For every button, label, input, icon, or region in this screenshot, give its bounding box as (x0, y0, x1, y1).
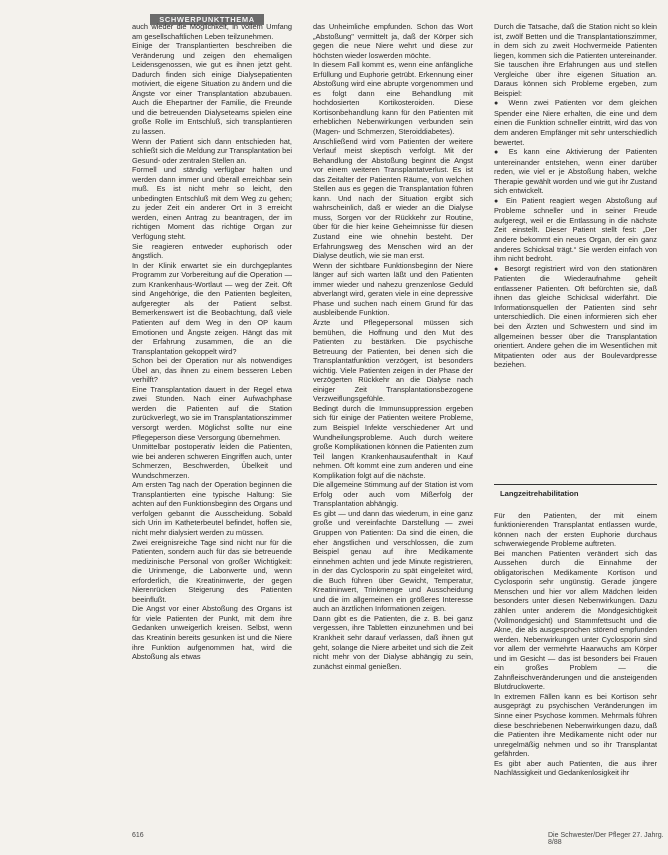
paragraph: Am ersten Tag nach der Operation beginnen die Transplantierten eine typische Haltung: Sie achten auf den Funktionsbeginn des Organs und verfolgen gebannt die Ausscheidung. Sobald sich Urin im Katheterbeutel befindet, hoffen sie, nicht mehr dialysiert werden zu müssen. (132, 480, 292, 537)
paragraph: das Unheimliche empfunden. Schon das Wort „Abstoßung" vermittelt ja, daß der Körper sich gegen die neue Niere wehrt und diese zur höchsten wieder loswerden möchte. (313, 22, 473, 60)
section-heading: Langzeitrehabilitation (500, 489, 579, 498)
page-number: 616 (132, 832, 144, 839)
text-column-1 (132, 22, 292, 818)
paragraph: Zwei ereignisreiche Tage sind nicht nur für die Patienten, sondern auch für das sie betreuende medizinische Personal von großer Wichtigkeit: die Urinmenge, die Laborwerte und, wenn erforderlich, die Kreatininwerte, der gegen Nierenrücken Steigerung des Patienten beeinflußt. (132, 537, 292, 604)
text-column-3 (494, 22, 657, 818)
paragraph: Bedingt durch die Immunsuppression ergeben sich für einige der Patienten weitere Probleme, zum Beispiel Infekte verschiedener Art und Wundheilungsprobleme. Auch durch weitere große Komplikationen können die Patienten zum Teil langen Krankenhausaufenthalt in Kauf nehmen. Oft kommt eine zum anderen und eine Komplikation folgt auf die nächste. (313, 403, 473, 480)
paragraph: Die Angst vor einer Abstoßung des Organs ist für viele Patienten der Punkt, mit dem ihre Gedanken unweigerlich kreisen. Selbst, wenn das Kreatinin bereits gesunken ist und die Niere ihre Funktion aufgenommen hat, wird die Abstoßung als etwas (132, 604, 292, 662)
paragraph: Wenn der sichtbare Funktionsbeginn der Niere länger auf sich warten läßt und den Patienten immer wieder und nahezu grenzenlose Geduld abverlangt wird, geraten viele in eine depressive Phase und suchen nach einem Grund für das ausbleibende Funktion. (313, 260, 473, 318)
paragraph: Durch die Tatsache, daß die Station nicht so klein ist, zwölf Betten und die Transplantationszimmer, in dem sich zu zweit Hochvermeide Patienten liegen, kommen sich die Patienten untereinander. Sie tauschen ihre Erfahrungen aus und stellen Vergleiche über ihre eigenen Situation an. Daraus können sich Probleme ergeben, zum Beispiel: (494, 22, 657, 98)
paragraph: Die allgemeine Stimmung auf der Station ist vom Erfolg oder auch vom Mißerfolg der Transplantation abhängig. (313, 480, 473, 509)
paragraph: Einige der Transplantierten beschreiben die Veränderung und zeigen den ehemaligen Leidensgenossen, wie gut es ihnen jetzt geht. Dadurch finden sich einige Dialysepatienten motiviert, die eigene Situation zu ändern und die Ängste vor einer Transplantation abzubauen. Auch die Ehepartner der Familie, die Freunde und die betreuenden Dialyseteams spielen eine große Rolle im Entschluß, sich transplantieren zu lassen. (132, 41, 292, 137)
column-3-upper (494, 22, 657, 474)
paragraph: Dann gibt es die Patienten, die z. B. bei ganz vergessen, ihre Tabletten einzunehmen und bei Krankheit sehr darauf verlassen, daß ihnen gut geht, solange die Niere arbeitet und sich die Zeit nicht mehr von der Dialyse abhängig zu sein, zunächst einmal genießen. (313, 613, 473, 671)
paragraph: In diesem Fall kommt es, wenn eine anfängliche Erfüllung und Euphorie getrübt. Erkennung einer Abstoßung wird eine abrupte vorgenommen und es folgt dann eine Behandlung mit hochdosierten Kortikosteroiden. Diese Kortisonbehandlung kann für den Patienten mit erheblichen Nebenwirkungen verbunden sein (Magen- und Schmerzen, Steroiddiabetes). (313, 60, 473, 137)
paragraph: Schon bei der Operation nur als notwendiges Übel an, das ihnen zu einem besseren Leben verhilft? (132, 356, 292, 385)
bullet-item: ● Besorgt registriert wird von den stationären Patienten die Wiederaufnahme geheilt entlassener Patienten. Oft befürchten sie, daß ihnen das gleiche Schicksal widerfährt. Die Informationsquellen der Patienten sind sehr unterschiedlich. Die einen informieren sich eher bei den Ärzten und Schwestern und sind im allgemeinen besser über die Transplantation orientiert. Andere gehen die im Wesentlichen mit Mitpatienten oder aus der Boulevardpresse beziehen. (494, 264, 657, 370)
paragraph: Bei manchen Patienten verändert sich das Aussehen durch die Einnahme der obligatorischen Medikamente Kortison und Cyclosporin sehr ungünstig. Gerade jüngere Menschen und hier vor allem Mädchen leiden besonders unter diesen Nebenwirkungen. Dazu zählen unter anderem die Mondgesichtigkeit (Vollmondgesicht) und Stammfettsucht und die Akne, die als ausgesprochen störend empfunden werden. Nebenwirkungen unter Cyclosporin sind vor allem der vermehrte Haarwuchs am Körper und im Gesicht — das ist besonders bei Frauen ein großes Problem — die Zahnfleischveränderungen und die ansteigenden Blutdruckwerte. (494, 548, 657, 692)
bullet-item: ● Es kann eine Aktivierung der Patienten untereinander entstehen, wenn einer darüber reden, wie viel er je Abstoßung haben, welche Therapie gewählt worden und wie gut ihr Zustand sich entwickelt. (494, 147, 657, 196)
paragraph: Unmittelbar postoperativ leiden die Patienten, wie bei anderen schweren Eingriffen auch, unter Schmerzen, Beschwerden, Übelkeit und Wundschmerzen. (132, 442, 292, 480)
bullet-item: ● Wenn zwei Patienten vor dem gleichen Spender eine Niere erhalten, die eine und dem einen die Funktion schneller eintritt, wird das von dem anderen Empfänger mit sehr unterschiedlich bewertet. (494, 98, 657, 147)
paragraph: auch wieder die Möglichkeit, in vollem Umfang am gesellschaftlichen Leben teilzunehmen. (132, 22, 292, 41)
paragraph: Formell und ständig verfügbar halten und werden dann immer und überall erreichbar sein muß. Es ist nicht mehr so leicht, den unbedingten Entschluß mit dem Weg zu gehen; zu jeder Zeit ein anderer Ort in 3 erreicht werden, einen Antrag zu beantragen, der im richtigen Moment das richtige Organ zur Verfügung steht. (132, 165, 292, 242)
bullet-item: ● Ein Patient reagiert wegen Abstoßung auf Probleme schneller und in seiner Freude aufgeregt, weil er die Entlassung in die nächste Zeit einstellt. Dieser Patient stellt fest: „Der andere bekommt ein neues Organ, der ein ganz anderes Schicksal trägt.“ Sie werden einfach von ihm nicht bedroht. (494, 196, 657, 264)
paragraph: Es gibt aber auch Patienten, die aus ihrer Nachlässigkeit und Gedankenlosigkeit ihr (494, 758, 657, 778)
paragraph: In der Klinik erwartet sie ein durchgeplantes Programm zur Vorbereitung auf die Operation — zum Krankenhaus-Wortlaut — weg der Zeit. Oft sind Angehörige, die den Patienten begleiten, aufgeregter als der Patient selbst. Bemerkenswert ist die Beobachtung, daß viele Patienten auf dem Weg in den OP kaum Emotionen und Ängste zeigen. Hängt das mit der Erfahrung zusammen, die an die Transplantation gekoppelt wird? (132, 260, 292, 356)
section-header-label: SCHWERPUNKTTHEMA (159, 15, 255, 24)
paragraph: Für den Patienten, der mit einem funktionierenden Transplantat entlassen wurde, können nach der ersten Euphorie durchaus schwerwiegende Probleme auftreten. (494, 510, 657, 549)
paragraph: Wenn der Patient sich dann entschieden hat, schließt sich die Meldung zur Transplantation bei Gesund- oder zentralen Stellen an. (132, 136, 292, 165)
paragraph: Ärzte und Pflegepersonal müssen sich bemühen, die Hoffnung und den Mut des Patienten zu bestärken. Die psychische Betreuung der Patienten, bei denen sich die Transplantatfunktion verzögert, ist besonders wichtig. Viele Patienten zeigen in der Phase der verzögerten Rückkehr an die Dialyse nach einiger Zeit Transplantationsbezogene Verzweiflungsgefühle. (313, 317, 473, 404)
journal-footer: Die Schwester/Der Pfleger 27. Jahrg. 8/88 (548, 832, 664, 846)
paragraph: In extremen Fällen kann es bei Kortison sehr ausgeprägt zu psychischen Veränderungen im Sinne einer Psychose kommen. Mehrmals führen diese beschriebenen Nebenwirkungen dazu, daß die Patienten ihre Medikamente nicht oder nur unregelmäßig nehmen und so ihr Transplantat gefährden. (494, 691, 657, 759)
paragraph: Anschließend wird vom Patienten der weitere Verlauf meist skeptisch verfolgt. Mit der Behandlung der Abstoßung beginnt die Angst vor einem weiteren Transplantatverlust. Es ist das Zeitalter der Patienten Räume, von welchen Stellen aus es gegen die Transplantation führen kann. Und nach der Situation ergibt sich wahrscheinlich, daß er wieder an die Dialyse muss, Sorgen vor der Rückkehr zur Routine, über für die hier keine Geheimnisse für diesen Zustand eine wie ohnehin besteht. Der Erfahrungsweg des Menschen wird an der Dialyse deutlich, wie sie man erst. (313, 136, 473, 261)
section-divider (494, 484, 657, 485)
paragraph: Es gibt — und dann das wiederum, in eine ganz große und vereinfachte Darstellung — zwei Gruppen von Patienten: Da sind die einen, die eher ängstlichen und verschlossen, die zum Beispiel genau auf ihre Medikamente einnehmen achten und jede Minute registrieren, in der das Cyclosporin zu spät eingeleitet wird, die Buch führen über Gewicht, Temperatur, Kreatininwert, Trinkmenge und Ausscheidung und die im allgemeinen ein größeres Interesse auch an ärztlichen Informationen zeigen. (313, 508, 473, 614)
left-margin (0, 0, 120, 855)
paragraph: Sie reagieren entweder euphorisch oder ängstlich. (132, 241, 292, 261)
paragraph: Eine Transplantation dauert in der Regel etwa zwei Stunden. Nach einer Aufwachphase werden die Patienten auf die Station zurückverlegt, wo sie im Transplantationszimmer versorgt werden. Möglichst sollte nur eine Pflegeperson diese Versorgung übernehmen. (132, 384, 292, 442)
text-column-2 (313, 22, 473, 818)
